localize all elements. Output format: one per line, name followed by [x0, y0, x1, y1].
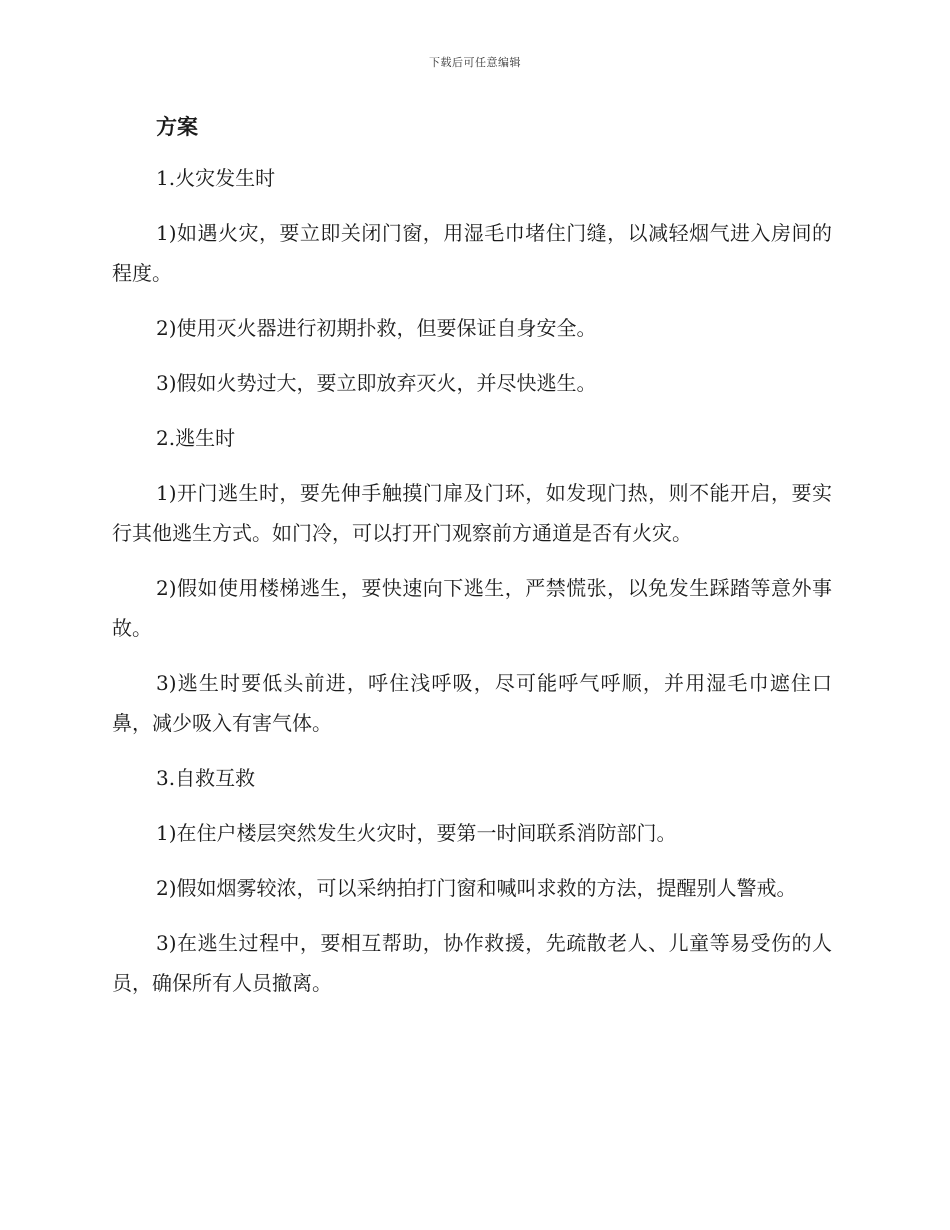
- page-header-note: 下载后可任意编辑: [429, 56, 521, 69]
- paragraph-rescue-3: 3)在逃生过程中，要相互帮助，协作救援，先疏散老人、儿童等易受伤的人员，确保所有人员撤离。: [112, 931, 832, 995]
- paragraph-rescue-2: 2)假如烟雾较浓，可以采纳拍打门窗和喊叫求救的方法，提醒别人警戒。: [156, 876, 797, 900]
- paragraph-escape-2: 2)假如使用楼梯逃生，要快速向下逃生，严禁慌张，以免发生踩踏等意外事故。: [112, 576, 832, 640]
- paragraph-escape-3: 3)逃生时要低头前进，呼住浅呼吸，尽可能呼气呼顺，并用湿毛巾遮住口鼻，减少吸入有害气体。: [112, 671, 832, 735]
- paragraph-escape-1: 1)开门逃生时，要先伸手触摸门扉及门环，如发现门热，则不能开启，要实行其他逃生方式。如门冷，可以打开门观察前方通道是否有火灾。: [112, 481, 832, 545]
- section-heading-fire: 1.火灾发生时: [156, 166, 276, 190]
- section-heading-escape: 2.逃生时: [156, 426, 236, 450]
- document-title: 方案: [156, 115, 198, 139]
- paragraph-rescue-1: 1)在住户楼层突然发生火灾时，要第一时间联系消防部门。: [156, 821, 677, 845]
- paragraph-fire-2: 2)使用灭火器进行初期扑救，但要保证自身安全。: [156, 316, 597, 340]
- paragraph-fire-3: 3)假如火势过大，要立即放弃灭火，并尽快逃生。: [156, 371, 597, 395]
- section-heading-rescue: 3.自救互救: [156, 766, 256, 790]
- document-body: [112, 110, 832, 1003]
- paragraph-fire-1: 1)如遇火灾，要立即关闭门窗，用湿毛巾堵住门缝，以减轻烟气进入房间的程度。: [112, 221, 832, 285]
